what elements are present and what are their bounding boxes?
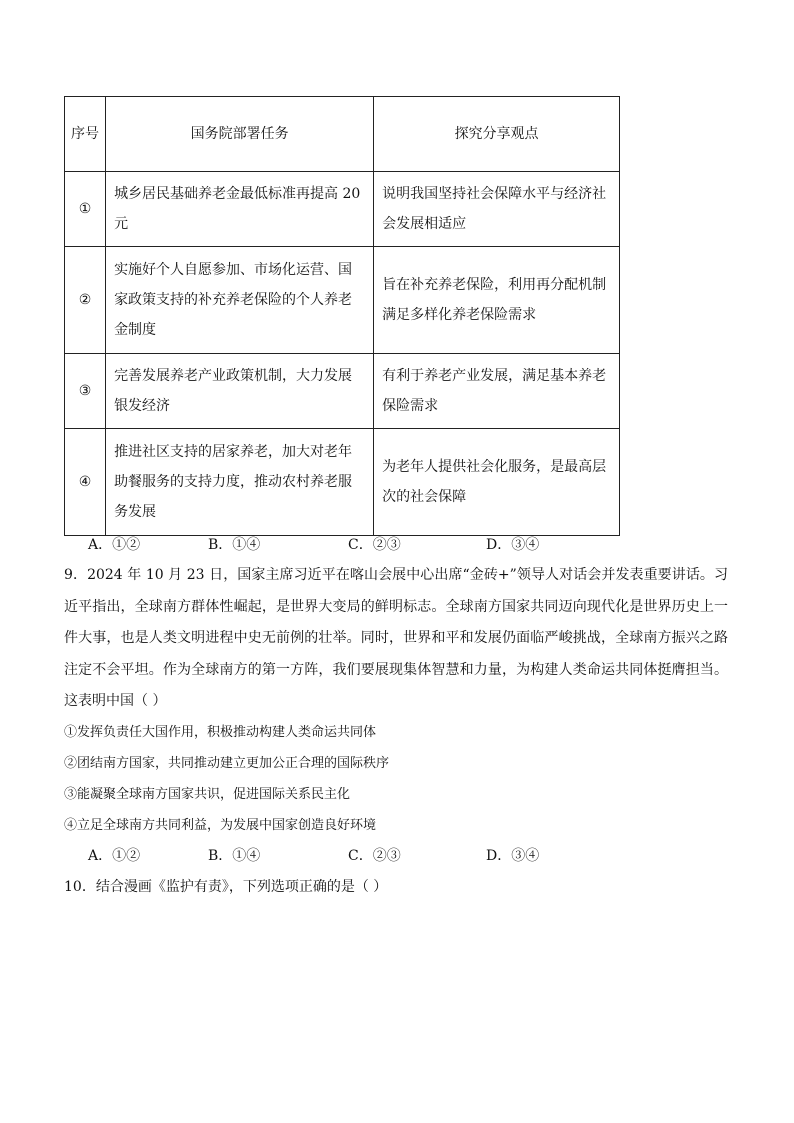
header-no: 序号 [65,97,106,172]
row-number: ④ [65,429,106,536]
q9-stem: 9．2024 年 10 月 23 日，国家主席习近平在喀山会展中心出席“金砖+”领导人对话会并发表重要讲话。习近平指出，全球南方群体性崛起，是世界大变局的鲜明标志。全球南方国家共同迈向现代化是世界历史上一件大事，也是人类文明进程中史无前例的壮举。同时，世界和平和发展仍面临严峻挑战，全球南方振兴之路注定不会平坦。作为全球南方的第一方阵，我们要展现集体智慧和力量，为构建人类命运共同体挺膺担当。这表明中国（ ） [64,567,728,709]
row-view: 有利于养老产业发展，满足基本养老保险需求 [374,354,620,429]
option-c[interactable]: C．②③ [348,848,401,864]
option-b[interactable]: B．①④ [208,537,261,553]
option-a[interactable]: A．①② [88,537,141,553]
row-view: 为老年人提供社会化服务，是最高层次的社会保障 [374,429,620,536]
row-view: 旨在补充养老保险，利用再分配机制满足多样化养老保险需求 [374,247,620,354]
row-task: 推进社区支持的居家养老，加大对老年助餐服务的支持力度，推动农村养老服务发展 [106,429,374,536]
row-view: 说明我国坚持社会保障水平与经济社会发展相适应 [374,172,620,247]
q9-statement-3: ③能凝聚全球南方国家共识，促进国际关系民主化 [64,787,351,802]
row-number: ② [65,247,106,354]
row-task: 完善发展养老产业政策机制，大力发展银发经济 [106,354,374,429]
option-a[interactable]: A．①② [88,848,141,864]
q9-statement-4: ④立足全球南方共同利益，为发展中国家创造良好环境 [64,818,377,833]
header-task: 国务院部署任务 [106,97,374,172]
row-task: 城乡居民基础养老金最低标准再提高 20 元 [106,172,374,247]
option-b[interactable]: B．①④ [208,848,261,864]
q10-stem: 10．结合漫画《监护有责》，下列选项正确的是（ ） [64,879,388,895]
header-view: 探究分享观点 [374,97,620,172]
option-d[interactable]: D．③④ [486,537,540,553]
q9-statement-1: ①发挥负责任大国作用，积极推动构建人类命运共同体 [64,725,377,740]
table-row [65,172,620,247]
table-header-row [65,97,620,172]
option-d[interactable]: D．③④ [486,848,540,864]
table-row [65,429,620,536]
option-c[interactable]: C．②③ [348,537,401,553]
table-row [65,354,620,429]
q9-statement-2: ②团结南方国家，共同推动建立更加公正合理的国际秩序 [64,756,390,771]
row-number: ① [65,172,106,247]
row-task: 实施好个人自愿参加、市场化运营、国家政策支持的补充养老保险的个人养老金制度 [106,247,374,354]
row-number: ③ [65,354,106,429]
policy-table [64,96,620,536]
table-row [65,247,620,354]
